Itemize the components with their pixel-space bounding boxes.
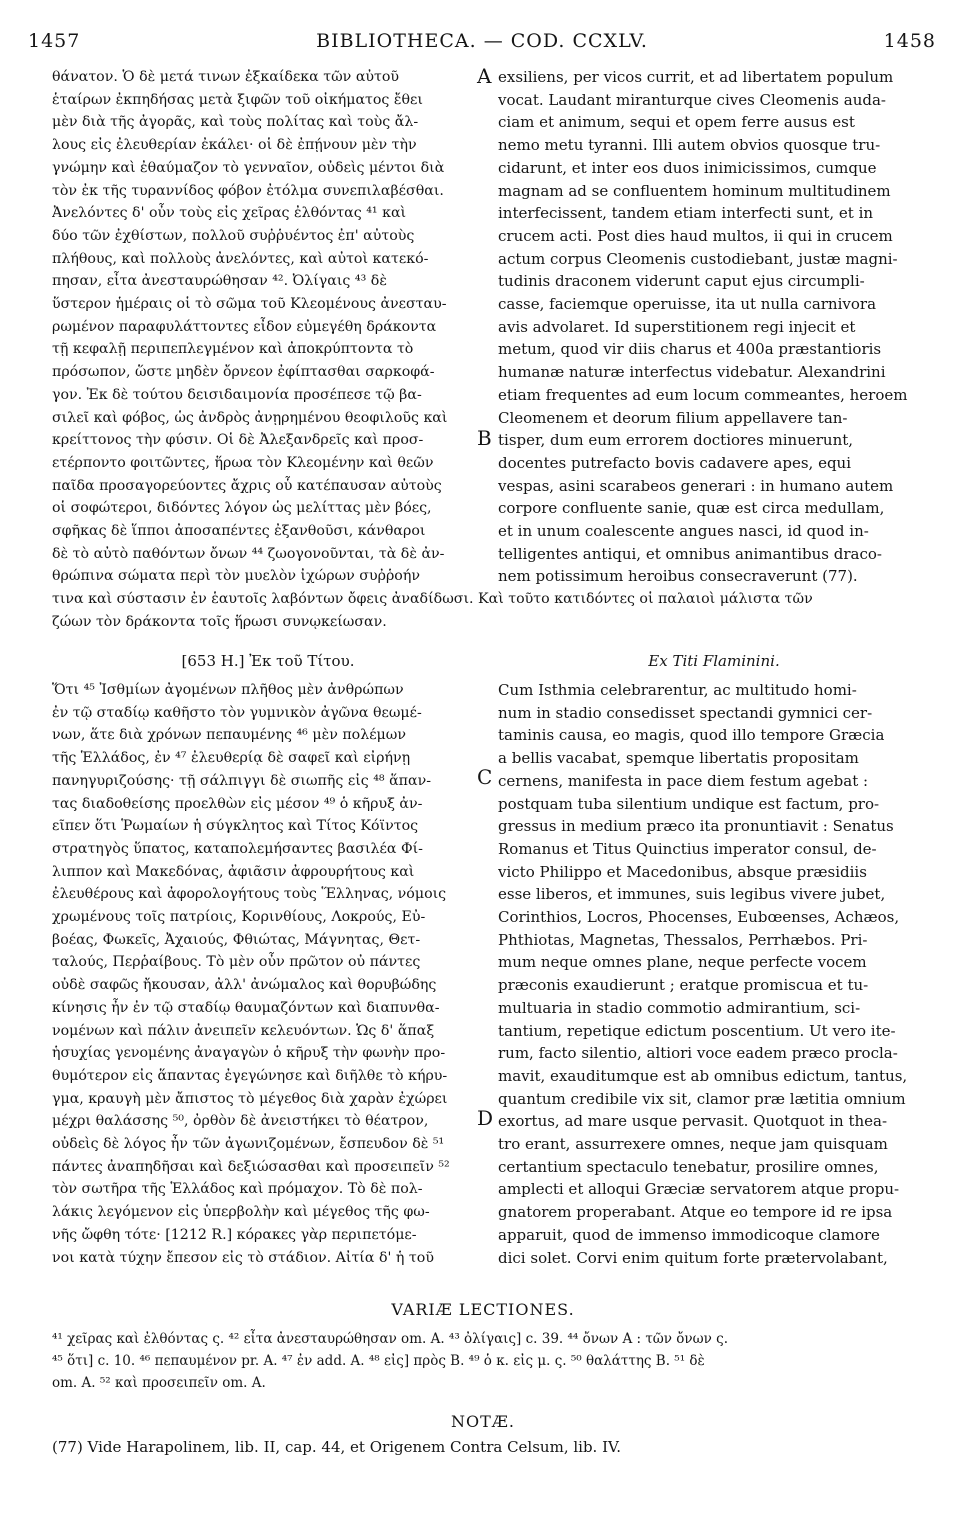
greek-text-line: πρόσωπον, ὥστε μηδὲν ὄρνεον ἐφίπτασθαι σαρκοφά- — [52, 364, 435, 381]
margin-marker-b: B — [477, 426, 492, 450]
greek-text-line: τας διαδοθείσης προελθὼν εἰς μέσον ⁴⁹ ὁ κῆρυξ ἀν- — [52, 795, 423, 812]
latin-text-line: interfecissent, tandem etiam interfecti sunt, et in — [498, 204, 874, 223]
greek-column-top — [52, 66, 484, 588]
latin-text-line: rum, facto silentio, altiori voce eadem præco procla- — [498, 1044, 898, 1063]
greek-text-line: γμα, κραυγὴ μὲν ἄπιστος τὸ μέγεθος διὰ χαρὰν ἐχώρει — [52, 1090, 448, 1107]
notae-title: NOTÆ. — [451, 1412, 515, 1431]
latin-text-line: taminis causa, eo magis, quod illo tempore Græcia — [498, 726, 885, 745]
greek-text-line: τῇ κεφαλῇ περιπεπλεγμένον καὶ ἀποκρύπτοντα τὸ — [52, 341, 414, 358]
latin-text-line: telligentes antiqui, et omnibus animantibus draco- — [498, 544, 882, 563]
greek-text-line: κρείττονος τὴν φύσιν. Οἱ δὲ Ἀλεξανδρεῖς καὶ προσ- — [52, 432, 424, 449]
latin-text-line: exortus, ad mare usque pervasit. Quotquot in thea- — [498, 1112, 888, 1131]
latin-text-line: etiam frequentes ad eum locum commeantes, heroem — [498, 385, 908, 404]
greek-text-line: ταλούς, Περῥαίβους. Τὸ μὲν οὖν πρῶτον οὐ πάντες — [52, 954, 421, 971]
latin-text-line: docentes putrefacto bovis cadavere apes, equi — [498, 453, 852, 472]
greek-text-line: νομένων καὶ πάλιν ἀνειπεῖν κελευόντων. Ὡς δ' ἅπαξ — [52, 1022, 435, 1039]
latin-text-line: corpore confluente sanie, quæ est circa medullam, — [498, 499, 885, 518]
greek-text-line: χρωμένους τοῖς πατρίοις, Κορινθίους, Λοκρούς, Εὐ- — [52, 909, 426, 926]
greek-text-line: οὐδεὶς δὲ λόγος ἦν τῶν ἀγωνιζομένων, ἔσπευδον δὲ ⁵¹ — [52, 1136, 445, 1153]
latin-text-line: exsiliens, per vicos currit, et ad libertatem populum — [498, 68, 894, 86]
greek-text-line: ετέρποντο φοιτῶντες, ἥρωα τὸν Κλεομένην καὶ θεῶν — [52, 454, 434, 471]
latin-text-line: avis advolaret. Id superstitionem regi injecit et — [498, 317, 856, 336]
latin-text-line: ciam et animum, sequi et opem ferre ausus est — [498, 113, 855, 132]
latin-text-line: Corinthios, Locros, Phocenses, Eubœenses, Achæos, — [498, 908, 900, 927]
greek-text-line: νοι κατὰ τύχην ἔπεσον εἰς τὸ στάδιον. Αἰτία δ' ἡ τοῦ — [52, 1249, 434, 1266]
greek-text-line: τὸν ἐκ τῆς τυραννίδος φόβον ἐτόλμα συνεπιλαβέσθαι. — [52, 182, 444, 199]
running-header — [28, 30, 936, 58]
greek-text-line: λους εἰς ἐλευθερίαν ἐκάλει· οἱ δὲ ἐπῄνουν μὲν τὴν — [52, 137, 417, 154]
latin-text-line: tisper, dum eum errorem doctiores minuerunt, — [498, 431, 854, 450]
note-77: (77) Vide Harapolinem, lib. II, cap. 44, et Origenem Contra Celsum, lib. IV. — [52, 1438, 621, 1456]
variae-lectiones-title: VARIÆ LECTIONES. — [391, 1300, 575, 1319]
latin-text-line: Romanus et Titus Quinctius imperator consul, de- — [498, 839, 877, 858]
greek-text-line: πάντες ἀναπηδῆσαι καὶ δεξιώσασθαι καὶ προσειπεῖν ⁵² — [52, 1158, 450, 1175]
latin-text-line: et in unum coalescente angues nasci, id quod in- — [498, 522, 869, 541]
greek-text-line: ἡσυχίας γενομένης ἀναγαγὼν ὁ κῆρυξ τὴν φωνὴν προ- — [52, 1045, 446, 1062]
greek-text-line: ζώων τὸν δράκοντα τοῖς ἥρωσι συνῳκείωσαν. — [52, 613, 387, 630]
greek-text-line: ρωμένον παραφυλάττοντες εἶδον εὐμεγέθη δράκοντα — [52, 318, 437, 335]
latin-text-line: cernens, manifesta in pace diem festum agebat : — [498, 771, 869, 790]
latin-text-line: gressus in medium præco ita pronuntiavit : Senatus — [498, 817, 894, 836]
latin-text-line: tudinis draconem viderunt caput ejus circumpli- — [498, 272, 865, 291]
latin-text-line: mavit, exauditumque est ab omnibus edictum, tantus, — [498, 1066, 908, 1085]
greek-text-line: νῆς ὤφθη τότε· [1212 R.] κόρακες γὰρ περιπετόμε- — [52, 1226, 417, 1243]
greek-text-line: γον. Ἐκ δὲ τούτου δεισιδαιμονία προσέπεσε τῷ βα- — [52, 386, 422, 403]
latin-text-line: amplecti et alloqui Græciæ servatorem atque propu- — [498, 1180, 900, 1199]
greek-column-bottom — [52, 679, 484, 1269]
greek-text-line: Ὅτι ⁴⁵ Ἰσθμίων ἀγομένων πλῆθος μὲν ἀνθρώπων — [52, 682, 404, 698]
greek-text-line: ἑταίρων ἐκπηδήσας μετὰ ξιφῶν τοῦ οἰκήματος ἔθει — [52, 91, 423, 108]
latin-text-line: nem potissimum heroibus consecraverunt (77). — [498, 567, 858, 586]
greek-text-line: γνώμην καὶ ἐθαύμαζον τὸ γενναῖον, οὐδεὶς μέντοι διὰ — [52, 159, 445, 176]
latin-text-line: humanæ naturæ interfectus videbatur. Alexandrini — [498, 363, 886, 382]
latin-text-line: cidarunt, et inter eos duos inimicissimos, cumque — [498, 158, 877, 177]
greek-section-heading: [653 H.] Ἐκ τοῦ Τίτου. — [181, 652, 355, 670]
greek-text-line: δὲ τὸ αὐτὸ παθόντων ὄνων ⁴⁴ ζωογονοῦνται, τὰ δὲ ἀν- — [52, 545, 445, 562]
margin-marker-c: C — [477, 765, 493, 789]
latin-text-line: postquam tuba silentium undique est factum, pro- — [498, 794, 880, 813]
latin-section-heading: Ex Titi Flaminini. — [648, 652, 780, 670]
latin-text-line: a bellis vacabat, spemque libertatis propositam — [498, 749, 859, 768]
greek-text-line: οἱ σοφώτεροι, διδόντες λόγον ὡς μελίττας μὲν βόες, — [52, 500, 432, 517]
greek-text-line: θάνατον. Ὁ δὲ μετά τινων ἐξκαίδεκα τῶν αὐτοῦ — [52, 69, 400, 85]
latin-text-line: nemo metu tyranni. Illi autem obvios quosque tru- — [498, 136, 881, 155]
greek-text-line: σιλεῖ καὶ φόβος, ὡς ἀνδρὸς ἀνῃρημένου θεοφιλοῦς καὶ — [52, 409, 448, 426]
greek-text-line: βοέας, Φωκεῖς, Ἀχαιούς, Φθιώτας, Μάγνητας, Θετ- — [52, 931, 421, 948]
latin-text-line: metum, quod vir diis charus et 400a præstantioris — [498, 340, 882, 359]
greek-text-line: θυμότερον εἰς ἅπαντας ἐγεγώνησε καὶ διῆλθε τὸ κήρυ- — [52, 1067, 448, 1084]
page-number-left: 1457 — [28, 30, 81, 52]
latin-text-line: dici solet. Corvi enim quitum forte prætervolabant, — [498, 1248, 888, 1267]
latin-text-line: tantium, repetique edictum poscentium. Ut vero ite- — [498, 1021, 896, 1040]
latin-text-line: actum corpus Cleomenis custodiebant, justæ magni- — [498, 249, 898, 268]
greek-wide-text — [52, 588, 932, 633]
latin-text-line: præconis exaudierunt ; eratque promiscua et tu- — [498, 976, 869, 995]
greek-text-line: ἐλευθέρους καὶ ἀφορολογήτους τοὺς Ἕλληνας, νόμοις — [52, 886, 447, 903]
latin-text-line: gnatorem properabant. Atque eo tempore id re ipsa — [498, 1203, 893, 1222]
greek-text-line: τινα καὶ σύστασιν ἐν ἑαυτοῖς λαβόντων ὄφεις ἀναδίδωσι. Καὶ τοῦτο κατιδόντες οἱ παλαιοὶ μάλιστα τῶν — [52, 591, 813, 607]
greek-text-line: κίνησις ἦν ἐν τῷ σταδίῳ θαυμαζόντων καὶ διαπυνθα- — [52, 999, 440, 1016]
latin-text-line: vocat. Laudant miranturque cives Cleomenis auda- — [498, 90, 886, 109]
greek-text-line: δύο τῶν ἐχθίστων, πολλοῦ συῤῥυέντος ἐπ' αὐτοὺς — [52, 227, 415, 244]
latin-text-line: apparuit, quod de immenso immodicoque clamore — [498, 1225, 880, 1244]
greek-text-line: παῖδα προσαγορεύοντες ἄχρις οὗ κατέπαυσαν αὐτοὺς — [52, 477, 442, 494]
latin-text-line: Cum Isthmia celebrarentur, ac multitudo homi- — [498, 681, 857, 699]
greek-text-line: μέχρι θαλάσσης ⁵⁰, ὀρθὸν δὲ ἀνειστήκει τὸ θέατρον, — [52, 1113, 429, 1130]
variae-lectiones — [52, 1328, 932, 1394]
latin-text-line: certantium spectaculo tenebatur, prosilire omnes, — [498, 1157, 879, 1176]
greek-text-line: οὐδὲ σαφῶς ἤκουσαν, ἀλλ' ἀνώμαλος καὶ θορυβώδης — [52, 977, 437, 994]
greek-text-line: ἐν τῷ σταδίῳ καθῆστο τὸν γυμνικὸν ἀγῶνα θεωμέ- — [52, 704, 422, 721]
greek-text-line: πησαν, εἶτα ἀνεσταυρώθησαν ⁴². Ὀλίγαις ⁴³ δὲ — [52, 273, 387, 290]
greek-text-line: τὸν σωτῆρα τῆς Ἑλλάδος καὶ πρόμαχον. Τὸ δὲ πολ- — [52, 1181, 423, 1198]
greek-text-line: μὲν διὰ τῆς ἀγορᾶς, καὶ τοὺς πολίτας καὶ τοὺς ἄλ- — [52, 114, 419, 131]
greek-text-line: λάκις λεγόμενον εἰς ὑπερβολὴν καὶ μέγεθος τῆς φω- — [52, 1204, 430, 1221]
greek-text-line: θρώπινα σώματα περὶ τὸν μυελὸν ἰχώρων συῤῥοήν — [52, 568, 420, 585]
greek-text-line: ὕστερον ἡμέραις οἱ τὸ σῶμα τοῦ Κλεομένους ἀνεσταυ- — [52, 296, 447, 313]
running-title: BIBLIOTHECA. — COD. CCXLV. — [316, 30, 648, 52]
latin-text-line: Cleomenem et deorum filium appellavere tan- — [498, 408, 848, 427]
latin-text-line: casse, faciemque operuisse, ita ut nulla carnivora — [498, 295, 877, 314]
latin-text-line: vespas, asini scarabeos generari : in humano autem — [498, 476, 894, 495]
margin-marker-d: D — [477, 1106, 494, 1130]
latin-text-line: esse liberos, et immunes, suis legibus vivere jubet, — [498, 885, 886, 904]
variant-reading-line: ⁴¹ χεῖρας καὶ ἐλθόντας ς. ⁴² εἶτα ἀνεσταυρώθησαν om. A. ⁴³ ὀλίγαις] c. 39. ⁴⁴ ὄνων A : τῶν ὄνων ς. — [52, 1331, 729, 1347]
latin-text-line: tro erant, assurrexere omnes, neque jam quisquam — [498, 1135, 888, 1154]
greek-text-line: πλήθους, καὶ πολλοὺς ἀνελόντες, καὶ αὐτοὶ κατεκό- — [52, 250, 429, 267]
greek-text-line: πανηγυριζούσης· τῇ σάλπιγγι δὲ σιωπῆς εἰς ⁴⁸ ἅπαν- — [52, 772, 431, 789]
variant-reading-line: om. A. ⁵² καὶ προσειπεῖν om. A. — [52, 1375, 266, 1391]
greek-text-line: Ἀνελόντες δ' οὖν τοὺς εἰς χεῖρας ἐλθόντας ⁴¹ καὶ — [52, 205, 407, 222]
latin-column-top — [498, 66, 930, 588]
greek-text-line: σφῆκας δὲ ἵπποι ἀποσαπέντες ἐξανθοῦσι, κάνθαροι — [52, 523, 426, 540]
greek-text-line: τῆς Ἑλλάδος, ἐν ⁴⁷ ἐλευθερίᾳ δὲ σαφεῖ καὶ εἰρήνῃ — [52, 750, 411, 767]
greek-text-line: νων, ἅτε διὰ χρόνων πεπαυμένης ⁴⁶ μὲν πολέμων — [52, 727, 406, 744]
latin-text-line: num in stadio consedisset spectandi gymnici cer- — [498, 703, 873, 722]
margin-marker-a: A — [477, 64, 492, 88]
latin-text-line: multuaria in stadio commotio admirantium, sci- — [498, 998, 861, 1017]
latin-text-line: quantum credibile vix sit, clamor præ lætitia omnium — [498, 1089, 906, 1108]
greek-text-line: στρατηγὸς ὕπατος, καταπολεμήσαντες βασιλέα Φί- — [52, 840, 423, 857]
page-number-right: 1458 — [883, 30, 936, 52]
latin-text-line: crucem acti. Post dies haud multos, ii qui in crucem — [498, 226, 893, 245]
variant-reading-line: ⁴⁵ ὅτι] c. 10. ⁴⁶ πεπαυμένον pr. A. ⁴⁷ ἐν add. A. ⁴⁸ εἰς] πρὸς B. ⁴⁹ ὁ κ. εἰς μ. ς. ⁵⁰ θαλάττης B. ⁵¹ δὲ — [52, 1353, 705, 1369]
latin-text-line: magnam ad se confluentem hominum multitudinem — [498, 181, 891, 200]
latin-text-line: mum neque omnes plane, neque perfecte vocem — [498, 953, 867, 972]
greek-text-line: λιππον καὶ Μακεδόνας, ἀφιᾶσιν ἀφρουρήτους καὶ — [52, 863, 415, 880]
greek-text-line: εῖπεν ὅτι Ῥωμαίων ἡ σύγκλητος καὶ Τίτος Κόϊντος — [52, 818, 419, 835]
latin-column-bottom — [498, 679, 930, 1269]
latin-text-line: Phthiotas, Magnetas, Thessalos, Perrhæbos. Pri- — [498, 930, 868, 949]
latin-text-line: victo Philippo et Macedonibus, absque præsidiis — [498, 862, 867, 881]
